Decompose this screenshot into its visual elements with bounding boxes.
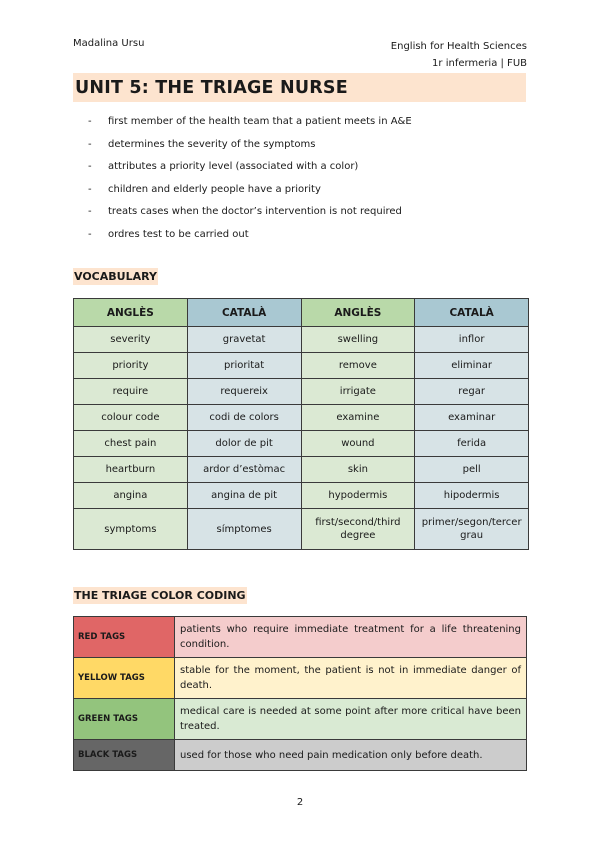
table-cell: examinar bbox=[415, 405, 529, 431]
table-row bbox=[74, 379, 529, 405]
header-group: 1r infermeria | FUB bbox=[432, 58, 527, 69]
table-row bbox=[74, 658, 527, 699]
header-course: English for Health Sciences bbox=[390, 41, 527, 52]
bullet-list bbox=[88, 111, 412, 247]
table-cell: requereix bbox=[187, 379, 301, 405]
table-cell: gravetat bbox=[187, 327, 301, 353]
table-cell: severity bbox=[74, 327, 188, 353]
table-cell: dolor de pit bbox=[187, 431, 301, 457]
table-cell: pell bbox=[415, 457, 529, 483]
triage-table bbox=[73, 616, 527, 771]
triage-title: THE TRIAGE COLOR CODING bbox=[74, 589, 246, 602]
table-row bbox=[74, 327, 529, 353]
table-cell: hypodermis bbox=[301, 483, 415, 509]
table-cell: irrigate bbox=[301, 379, 415, 405]
table-cell: angina de pit bbox=[187, 483, 301, 509]
table-cell: angina bbox=[74, 483, 188, 509]
header-author: Madalina Ursu bbox=[73, 38, 145, 49]
page-number: 2 bbox=[296, 797, 304, 808]
table-cell: ardor d’estòmac bbox=[187, 457, 301, 483]
list-item-text: children and elderly people have a priority bbox=[108, 183, 321, 195]
table-cell: eliminar bbox=[415, 353, 529, 379]
green-tag-description: medical care is needed at some point after more critical have been treated. bbox=[175, 699, 527, 740]
bullet-marker: - bbox=[88, 116, 92, 127]
table-row bbox=[74, 740, 527, 771]
header-course-info bbox=[391, 38, 527, 72]
yellow-tag-description: stable for the moment, the patient is not in immediate danger of death. bbox=[175, 658, 527, 699]
bullet-marker: - bbox=[88, 206, 92, 218]
vocabulary-title: VOCABULARY bbox=[74, 270, 157, 283]
bullet-marker: - bbox=[88, 183, 92, 195]
column-header: ANGLÈS bbox=[74, 299, 188, 327]
list-item-text: determines the severity of the symptoms bbox=[108, 138, 316, 150]
table-cell: inflor bbox=[415, 327, 529, 353]
table-row bbox=[74, 509, 529, 550]
table-cell: require bbox=[74, 379, 188, 405]
table-row bbox=[74, 483, 529, 509]
list-item-text: ordres test to be carried out bbox=[108, 228, 249, 240]
table-cell: hipodermis bbox=[415, 483, 529, 509]
bullet-marker: - bbox=[88, 161, 92, 173]
table-row bbox=[74, 457, 529, 483]
table-cell: swelling bbox=[301, 327, 415, 353]
black-tag-description: used for those who need pain medication only before death. bbox=[175, 740, 527, 771]
table-cell: skin bbox=[301, 457, 415, 483]
list-item bbox=[88, 111, 412, 134]
column-header: CATALÀ bbox=[415, 299, 529, 327]
table-cell: remove bbox=[301, 353, 415, 379]
table-cell: priority bbox=[74, 353, 188, 379]
column-header: CATALÀ bbox=[187, 299, 301, 327]
table-cell: codi de colors bbox=[187, 405, 301, 431]
bullet-marker: - bbox=[88, 228, 92, 240]
table-cell: heartburn bbox=[74, 457, 188, 483]
column-header: ANGLÈS bbox=[301, 299, 415, 327]
table-cell: prioritat bbox=[187, 353, 301, 379]
table-cell: symptoms bbox=[74, 509, 188, 550]
table-cell: first/second/third degree bbox=[301, 509, 415, 550]
table-cell: chest pain bbox=[74, 431, 188, 457]
green-tag-label: GREEN TAGS bbox=[74, 699, 175, 740]
list-item bbox=[88, 134, 412, 157]
red-tag-label: RED TAGS bbox=[74, 617, 175, 658]
list-item bbox=[88, 201, 412, 224]
black-tag-label: BLACK TAGS bbox=[74, 740, 175, 771]
table-header-row bbox=[74, 299, 529, 327]
table-cell: primer/segon/tercer grau bbox=[415, 509, 529, 550]
vocabulary-table bbox=[73, 298, 529, 550]
table-cell: símptomes bbox=[187, 509, 301, 550]
bullet-marker: - bbox=[88, 138, 92, 150]
red-tag-description: patients who require immediate treatment for a life threatening condition. bbox=[175, 617, 527, 658]
yellow-tag-label: YELLOW TAGS bbox=[74, 658, 175, 699]
table-cell: regar bbox=[415, 379, 529, 405]
table-cell: examine bbox=[301, 405, 415, 431]
list-item bbox=[88, 224, 412, 247]
table-cell: ferida bbox=[415, 431, 529, 457]
table-row bbox=[74, 617, 527, 658]
unit-title: UNIT 5: THE TRIAGE NURSE bbox=[73, 73, 526, 102]
table-cell: colour code bbox=[74, 405, 188, 431]
table-row bbox=[74, 353, 529, 379]
list-item-text: attributes a priority level (associated with a color) bbox=[108, 161, 359, 173]
list-item-text: first member of the health team that a patient meets in A&E bbox=[108, 116, 412, 127]
table-cell: wound bbox=[301, 431, 415, 457]
table-row bbox=[74, 431, 529, 457]
list-item-text: treats cases when the doctor’s intervention is not required bbox=[108, 206, 402, 218]
list-item bbox=[88, 179, 412, 202]
table-row bbox=[74, 699, 527, 740]
list-item bbox=[88, 156, 412, 179]
table-row bbox=[74, 405, 529, 431]
